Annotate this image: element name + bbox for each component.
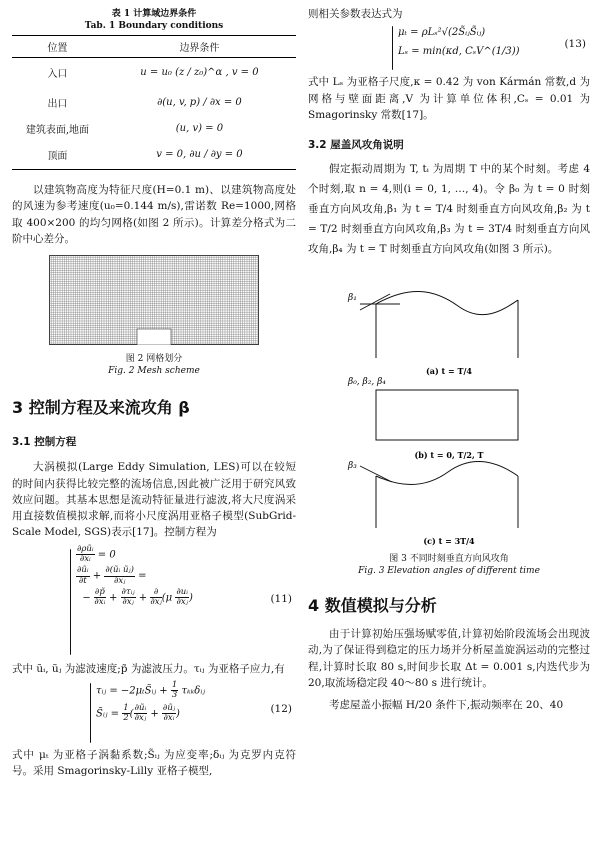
table-cell-position: 顶面 — [47, 150, 68, 162]
eq12-body: τᵢⱼ = −2μₜS̃ᵢⱼ + $\frac{1}{3}$ τₖₖδᵢⱼ S̃ᵢⱼ = $\frac{1}{2}$ ( $\frac{\text{∂ũᵢ}}{\text{∂xⱼ}}$ + $\frac{\text{∂ũⱼ}}{\text{∂xᵢ}}$ ) — [96, 679, 205, 723]
mesh-building-block — [137, 329, 171, 345]
fig3-caption-cn: 图 3 不同时刻垂直方向风攻角 — [389, 553, 509, 564]
right-column — [308, 0, 590, 713]
fig3b-building — [376, 390, 518, 440]
fig3a-label: (a) t = T/4 — [426, 365, 472, 376]
table-cell-condition: u = u₀ (z / z₀)^α , v = 0 — [140, 67, 259, 79]
table-header-position: 位置 — [47, 43, 68, 54]
mesh-paragraph: 以建筑物高度为特征尺度(H=0.1 m)、以建筑物高度处的风速为参考速度(u₀=0.144 m/s),雷诺数 Re=1000,网格取 400×200 的均匀网格(如图 2 所示)。计算差分格式为二阶中心差分。 — [12, 184, 296, 245]
table-cell-position: 出口 — [47, 99, 68, 110]
table1-title-cn: 表 1 计算域边界条件 — [111, 9, 197, 19]
table-header-condition: 边界条件 — [179, 43, 220, 54]
eq13-brace — [392, 26, 393, 70]
eq12-explanation: 式中 μₜ 为亚格子涡黏系数;S̃ᵢⱼ 为应变率;δᵢⱼ 为克罗内克符号。采用 Smagorinsky-Lilly 亚格子模型, — [12, 748, 296, 778]
les-paragraph: 大涡模拟(Large Eddy Simulation, LES)可以在较短的时间内获得比较完整的流场信息,因此被广泛用于研究风致效应问题。其基本思想是流动特征量进行滤波,将大尺度涡采用直接数值模拟求解,而将小尺度涡用亚格子模型(SubGrid-Scale Model, SGS)表示[17]。控制方程为 — [12, 461, 296, 539]
fig3-diagram — [308, 266, 590, 551]
fig3b-label: (b) t = 0, T/2, T — [414, 449, 484, 460]
amplitude-paragraph: 考虑屋盖小振幅 H/20 条件下,振动频率在 20、40 — [329, 699, 564, 712]
fig3-caption-en: Fig. 3 Elevation angles of different time — [358, 565, 540, 576]
equation-13 — [308, 22, 590, 74]
fig3a-angle-line — [360, 294, 390, 310]
eq12-brace — [90, 683, 91, 743]
eq11-number: (11) — [270, 592, 292, 605]
fig3a-roof-curve — [376, 291, 518, 314]
fig2-caption-en: Fig. 2 Mesh scheme — [108, 366, 200, 377]
table1-title-en: Tab. 1 Boundary conditions — [84, 21, 224, 31]
eq13-body: μₜ = ρLₛ²√(2S̃ᵢⱼS̃ᵢⱼ) Lₛ = min(κd, CₛV^(1/3)) — [398, 27, 520, 58]
eq11-brace — [70, 549, 71, 655]
fig3c-beta-label: β₃ — [348, 460, 357, 471]
table-cell-position: 入口 — [47, 69, 68, 81]
section-3-2-title: 3.2 屋盖风攻角说明 — [308, 139, 404, 152]
section-3-1-title: 3.1 控制方程 — [12, 436, 77, 449]
equation-12 — [12, 679, 296, 747]
attack-angle-paragraph: 假定振动周期为 T, tᵢ 为周期 T 中的某个时刻。考虑 4 个时刻,取 n = 4,则(i = 0, 1, …, 4)。令 β₀ 为 t = 0 时刻垂直方向风攻角,β₁ 为 t = T/4 时刻垂直方向风攻角,β₂ 为 t = T/2 时刻垂直方向风攻角,β₃ 为 t = 3T/4 时刻垂直方向风攻角,β₄ 为 t = T 时刻垂直方向风攻角(如图 3 所示)。 — [308, 163, 590, 255]
left-column — [12, 0, 296, 779]
eq13-explanation: 式中 Lₛ 为亚格子尺度,κ = 0.42 为 von Kármán 常数,d 为网格与壁面距离,V 为计算单位体积,Cₛ = 0.01 为 Smagorinsky 常数[17]。 — [308, 76, 590, 121]
mesh-grid-image — [49, 255, 259, 345]
table-cell-condition: ∂(u, v, p) / ∂x = 0 — [157, 97, 242, 108]
table-cell-condition: v = 0, ∂u / ∂y = 0 — [156, 148, 243, 160]
simulation-paragraph: 由于计算初始压强场赋零值,计算初始阶段流场会出现波动,为了保证得到稳定的压力场并分析屋盖旋涡运动的完整过程,计算时长取 80 s,时间步长取 Δt = 0.001 s,内迭代步为 20,取流场稳定段 40～80 s 进行统计。 — [308, 628, 590, 689]
table-cell-position: 建筑表面,地面 — [25, 125, 90, 136]
section-3-title: 3 控制方程及来流攻角 β — [12, 398, 190, 418]
eq12-number: (12) — [270, 702, 292, 715]
equation-11 — [12, 543, 296, 661]
boundary-table — [12, 35, 296, 170]
fig3a-beta-label: β₁ — [348, 292, 357, 303]
mesh-figure — [49, 255, 259, 349]
fig3b-beta-label: β₀, β₂, β₄ — [348, 376, 386, 387]
fig3c-label: (c) t = 3T/4 — [423, 535, 475, 546]
table-cell-condition: (u, v) = 0 — [175, 123, 224, 134]
fig3c-roof-curve — [376, 461, 518, 484]
param-lead: 则相关参数表达式为 — [308, 8, 403, 20]
eq11-body: $\frac{\text{∂ρũᵢ}}{\text{∂xᵢ}}$ = 0 $\frac{\text{∂ũᵢ}}{\partial t}$ + $\frac{\text{∂(ũᵢ ũⱼ)}}{\text{∂xⱼ}}$ = − $\frac{\partial p̃}{\text{∂xᵢ}}$ + $\frac{\text{∂τᵢⱼ}}{\text{∂xⱼ}}$ + $\frac{\partial}{\text{∂xⱼ}}$ (μ $\frac{\text{∂uᵢ}}{\text{∂xⱼ}}$ ) — [76, 543, 193, 608]
eq11-explanation: 式中 ũᵢ, ũⱼ 为滤波速度;p̃ 为滤波压力。τᵢⱼ 为亚格子应力,有 — [12, 662, 285, 675]
fig2-caption-cn: 图 2 网格划分 — [125, 354, 183, 365]
section-4-title: 4 数值模拟与分析 — [308, 596, 437, 616]
eq13-number: (13) — [564, 38, 586, 51]
